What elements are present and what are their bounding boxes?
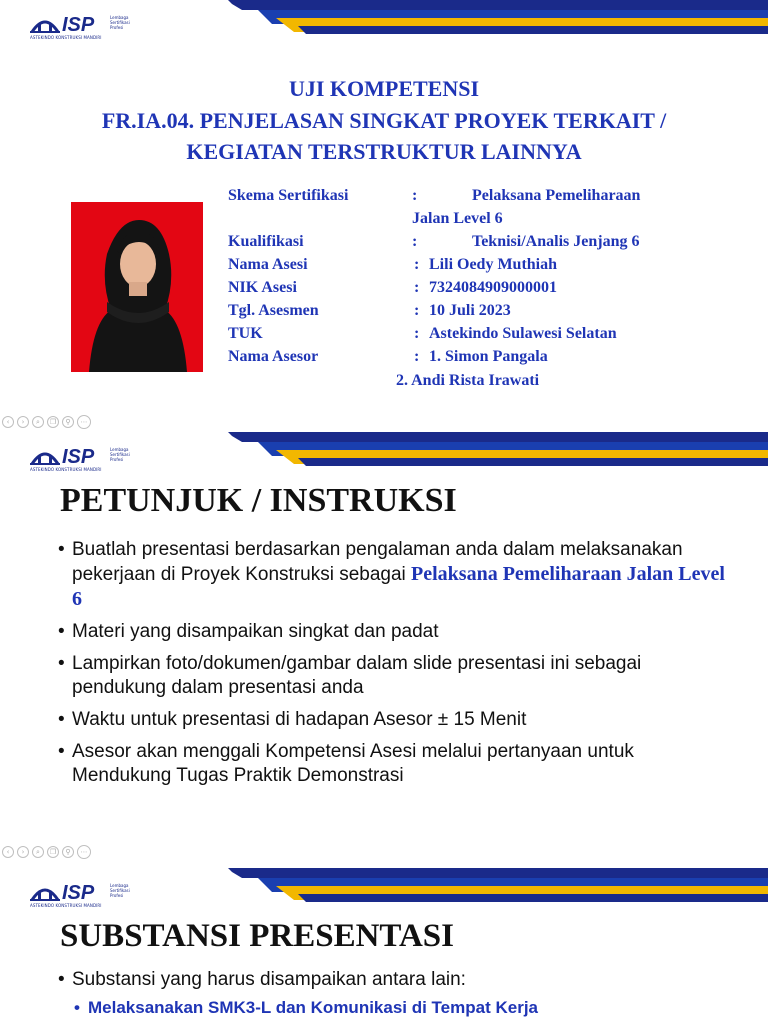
value-kualifikasi: Teknisi/Analis Jenjang 6 [472, 233, 640, 250]
sub-list-item: • Melaksanakan SMK3-L dan Komunikasi di Tempat Kerja [88, 998, 538, 1018]
label-kualifikasi: Kualifikasi [228, 233, 304, 250]
header-stripes [228, 432, 768, 472]
bullet-text: Buatlah presentasi berdasarkan pengalaman anda dalam melaksanakan pekerjaan di Proyek Konstruksi sebagai [72, 539, 683, 585]
sep-kualifikasi: : [412, 233, 418, 250]
list-item: • Lampirkan foto/dokumen/gambar dalam slide presentasi ini sebagai pendukung dalam presentasi anda [58, 652, 738, 700]
svg-text:ISP: ISP [62, 14, 95, 36]
value-nik: 7324084909000001 [429, 279, 557, 296]
sep-nama-asesi: : [414, 256, 420, 273]
search-icon[interactable]: ⚲ [62, 846, 74, 858]
isp-logo [30, 10, 140, 42]
zoom-icon[interactable]: ⌕ [32, 846, 44, 858]
sep-skema: : [412, 187, 418, 204]
logo-subtitle: Lembaga Sertifikasi Profesi [110, 15, 130, 30]
list-item: • Asesor akan menggali Kompetensi Asesi melalui pertanyaan untuk Mendukung Tugas Praktik Demonstrasi [58, 740, 738, 788]
instruction-list [58, 538, 738, 796]
slide-2 [0, 432, 768, 842]
asesi-photo [71, 202, 203, 372]
value-skema-cont: Jalan Level 6 [412, 210, 503, 227]
substansi-list [58, 968, 738, 1000]
value-tuk: Astekindo Sulawesi Selatan [429, 325, 617, 342]
slide-3 [0, 862, 768, 1024]
list-item: • Substansi yang harus disampaikan antara lain: [58, 968, 738, 992]
next-icon[interactable]: › [17, 846, 29, 858]
logo-subtitle: Lembaga Sertifikasi Profesi [110, 883, 130, 898]
value-asesor-2: 2. Andi Rista Irawati [396, 372, 540, 389]
label-tgl: Tgl. Asesmen [228, 302, 319, 319]
person-photo-icon [71, 202, 203, 372]
label-skema: Skema Sertifikasi [228, 187, 349, 204]
logo-caption: ASTEKINDO KONSTRUKSI MANDIRI [30, 35, 102, 40]
sep-tuk: : [414, 325, 420, 342]
logo-subtitle: Lembaga Sertifikasi Profesi [110, 447, 130, 462]
isp-logo [30, 442, 140, 474]
label-asesor: Nama Asesor [228, 348, 319, 365]
sep-tgl: : [414, 302, 420, 319]
label-nama-asesi: Nama Asesi [228, 256, 308, 273]
next-icon[interactable]: › [17, 416, 29, 428]
label-tuk: TUK [228, 325, 263, 342]
search-icon[interactable]: ⚲ [62, 416, 74, 428]
svg-text:ISP: ISP [62, 446, 95, 468]
header-stripes [228, 0, 768, 40]
value-skema: Pelaksana Pemeliharaan [472, 187, 641, 204]
isp-logo [30, 878, 140, 910]
title-line-2: FR.IA.04. PENJELASAN SINGKAT PROYEK TERKAIT / [101, 108, 667, 133]
header-stripes [228, 868, 768, 908]
svg-text:ISP: ISP [62, 882, 95, 904]
prev-icon[interactable]: ‹ [2, 416, 14, 428]
title-line-1: UJI KOMPETENSI [288, 76, 480, 101]
title-line-3: KEGIATAN TERSTRUKTUR LAINNYA [186, 139, 582, 164]
slide-gap [0, 412, 768, 432]
logo-caption: ASTEKINDO KONSTRUKSI MANDIRI [30, 467, 102, 472]
copy-icon[interactable]: ❐ [47, 846, 59, 858]
sep-asesor: : [414, 348, 420, 365]
value-nama-asesi: Lili Oedy Muthiah [429, 256, 558, 273]
value-tgl: 10 Juli 2023 [429, 302, 511, 319]
value-asesor-1: 1. Simon Pangala [429, 348, 548, 365]
sep-nik: : [414, 279, 420, 296]
heading-petunjuk: PETUNJUK / INSTRUKSI [60, 482, 457, 519]
slide-nav-2 [2, 845, 91, 859]
list-item [58, 538, 738, 612]
more-icon[interactable]: ⋯ [77, 845, 91, 859]
logo-caption: ASTEKINDO KONSTRUKSI MANDIRI [30, 903, 102, 908]
label-nik: NIK Asesi [228, 279, 297, 296]
list-item: • Waktu untuk presentasi di hadapan Asesor ± 15 Menit [58, 708, 738, 732]
heading-substansi: SUBSTANSI PRESENTASI [60, 918, 455, 954]
more-icon[interactable]: ⋯ [77, 415, 91, 429]
zoom-icon[interactable]: ⌕ [32, 416, 44, 428]
slide-gap [0, 842, 768, 862]
slide-nav-1 [2, 415, 91, 429]
list-item: • Materi yang disampaikan singkat dan padat [58, 620, 738, 644]
slide-1 [0, 0, 768, 412]
prev-icon[interactable]: ‹ [2, 846, 14, 858]
copy-icon[interactable]: ❐ [47, 416, 59, 428]
bullet-highlight: Pelaksana Pemeliharaan Jalan Level 6 [72, 563, 725, 610]
